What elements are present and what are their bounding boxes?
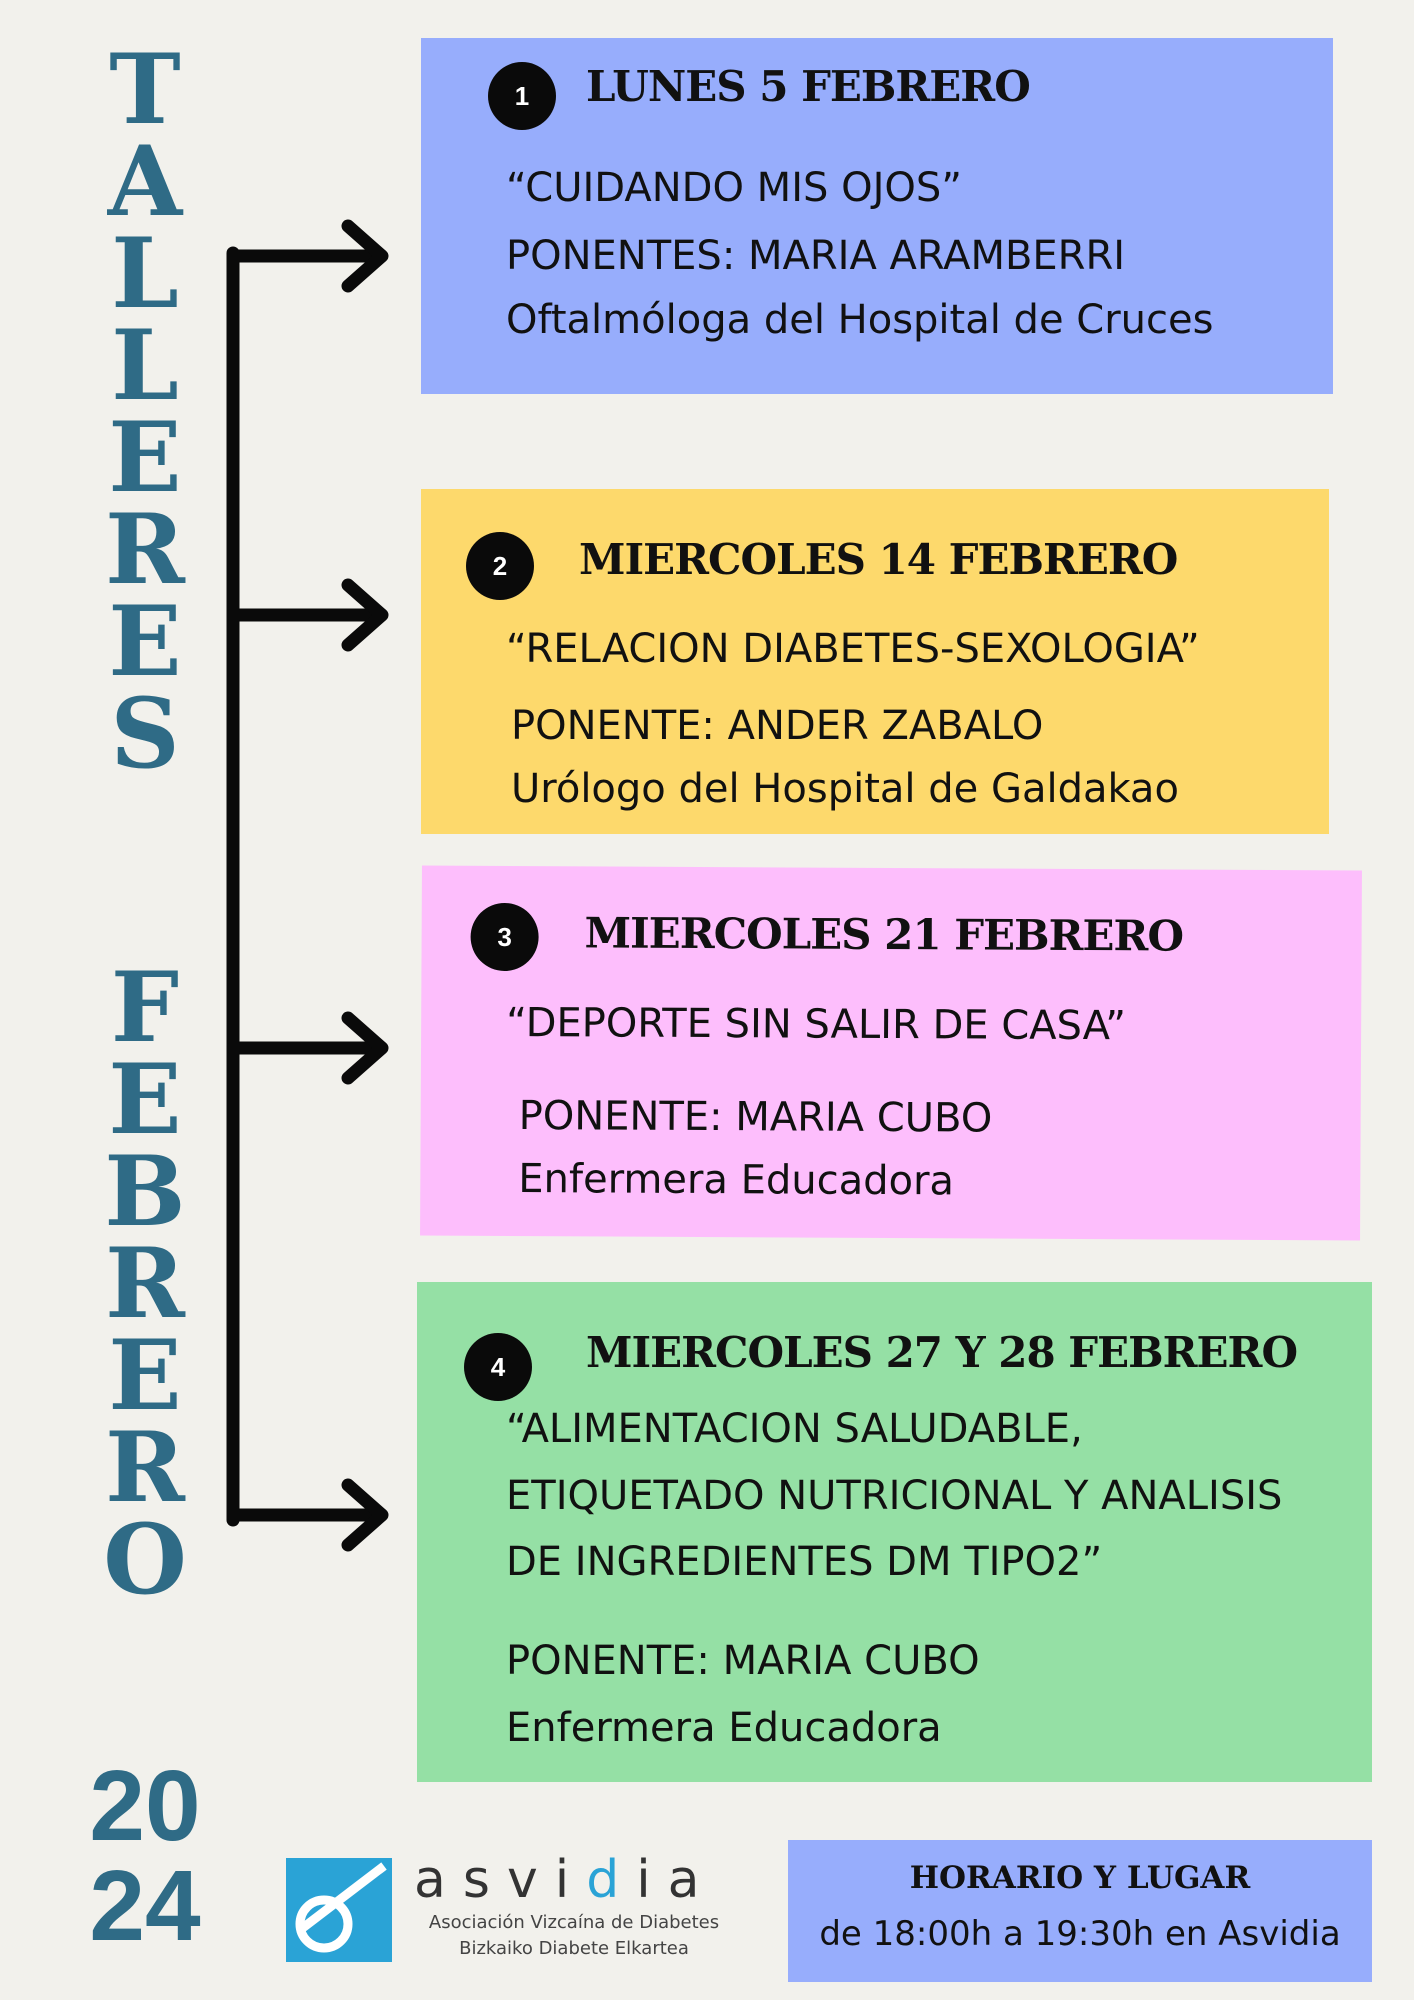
- workshop-speaker: PONENTES: MARIA ARAMBERRI: [506, 233, 1126, 279]
- workshop-date: MIERCOLES 14 FEBRERO: [579, 535, 1178, 584]
- title-letter: F: [110, 951, 180, 1064]
- workshop-speaker: PONENTE: ANDER ZABALO: [511, 703, 1044, 749]
- title-letter: E: [108, 1043, 182, 1156]
- title-letter: L: [111, 309, 179, 422]
- workshop-speaker: PONENTE: MARIA CUBO: [506, 1638, 980, 1684]
- schedule-text: de 18:00h a 19:30h en Asvidia: [819, 1914, 1341, 1954]
- workshop-card-3: [420, 866, 1362, 1241]
- arrow-2: [233, 585, 382, 645]
- workshop-card-2: [421, 489, 1329, 834]
- logo-text-accent: d: [586, 1850, 637, 1910]
- title-letter: S: [110, 677, 180, 790]
- workshop-speaker: PONENTE: MARIA CUBO: [518, 1093, 993, 1142]
- number-badge: 2: [466, 532, 534, 600]
- workshop-date: MIERCOLES 27 Y 28 FEBRERO: [586, 1328, 1298, 1377]
- title-letter: O: [103, 1503, 187, 1616]
- workshop-speaker-role: Urólogo del Hospital de Galdakao: [511, 766, 1179, 812]
- arrow-1: [233, 226, 382, 286]
- title-letter: A: [107, 125, 183, 238]
- schedule-box: [788, 1840, 1372, 1982]
- number-badge: 3: [470, 903, 538, 971]
- workshop-topic: “RELACION DIABETES-SEXOLOGIA”: [506, 626, 1200, 672]
- logo-subtitle-es: Asociación Vizcaína de Diabetes: [428, 1912, 720, 1933]
- workshop-speaker-role: Oftalmóloga del Hospital de Cruces: [506, 297, 1214, 343]
- schedule-title: HORARIO Y LUGAR: [909, 1860, 1251, 1896]
- title-letter: B: [104, 1135, 186, 1248]
- workshop-card-1: [421, 38, 1333, 394]
- workshop-topic-line-2: ETIQUETADO NUTRICIONAL Y ANALISIS: [506, 1473, 1283, 1519]
- year-line-2: 24: [89, 1850, 201, 1962]
- arrow-4: [233, 1485, 382, 1545]
- title-letter: L: [111, 217, 179, 330]
- title-letter: T: [109, 33, 181, 146]
- title-letter: E: [108, 401, 182, 514]
- workshop-topic: “CUIDANDO MIS OJOS”: [506, 165, 962, 211]
- title-letter: R: [105, 1411, 185, 1524]
- number-badge: 4: [464, 1333, 532, 1401]
- logo-wordmark: [414, 1850, 717, 1910]
- number-badge: 1: [488, 62, 556, 130]
- title-letter: R: [105, 1227, 185, 1340]
- workshop-speaker-role: Enfermera Educadora: [518, 1156, 955, 1205]
- workshop-topic-line-3: DE INGREDIENTES DM TIPO2”: [506, 1539, 1103, 1585]
- workshop-card-4: [417, 1282, 1372, 1782]
- title-letter: E: [108, 1319, 182, 1432]
- workshop-date: LUNES 5 FEBRERO: [586, 62, 1030, 111]
- workshop-date: MIERCOLES 21 FEBRERO: [584, 908, 1184, 961]
- workshop-speaker-role: Enfermera Educadora: [506, 1705, 942, 1751]
- year-line-1: 20: [89, 1750, 201, 1862]
- arrow-3: [233, 1018, 382, 1078]
- logo-text-prefix: asvi: [414, 1850, 587, 1910]
- logo-subtitle-eu: Bizkaiko Diabete Elkartea: [459, 1938, 689, 1959]
- workshop-topic: “DEPORTE SIN SALIR DE CASA”: [506, 999, 1127, 1050]
- logo-text-suffix: ia: [636, 1850, 717, 1910]
- asvidia-logo-icon: [286, 1858, 392, 1962]
- workshop-topic-line-1: “ALIMENTACION SALUDABLE,: [506, 1406, 1083, 1452]
- title-letter: E: [108, 585, 182, 698]
- title-letter: R: [105, 493, 185, 606]
